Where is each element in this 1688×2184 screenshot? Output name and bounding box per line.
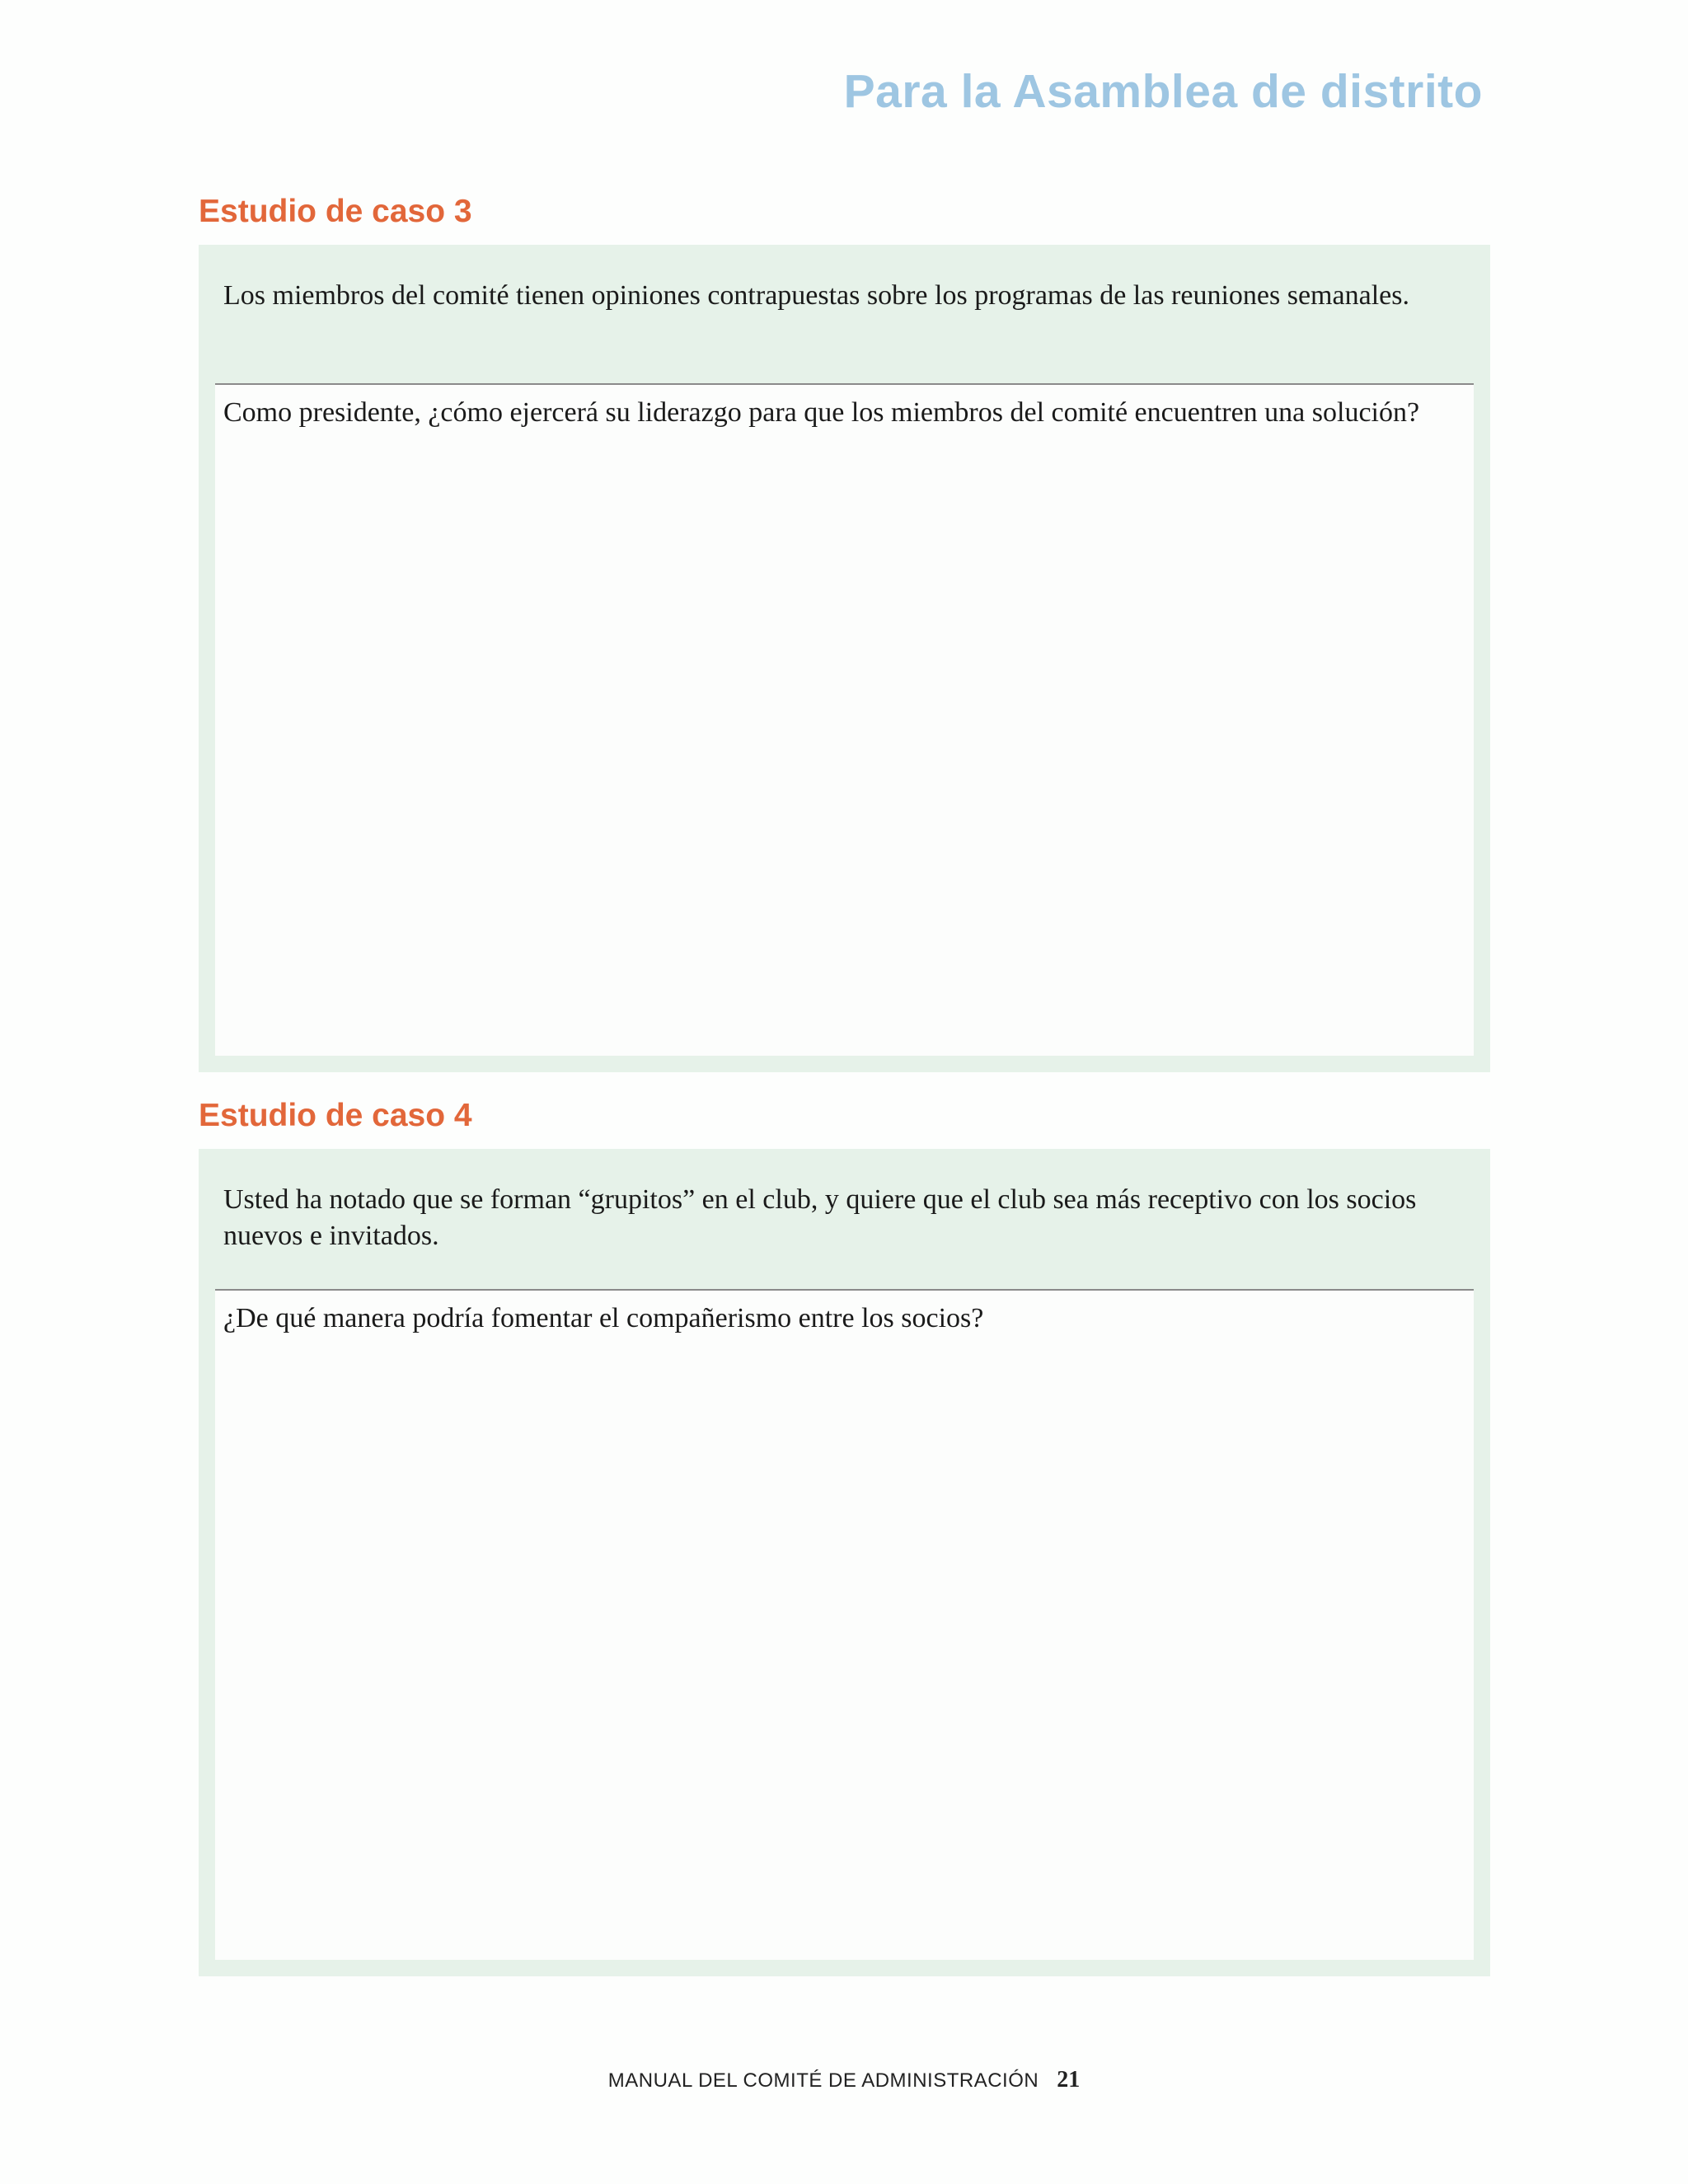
case-3-answer-area bbox=[215, 383, 1474, 1056]
footer-manual-label: MANUAL DEL COMITÉ DE ADMINISTRACIÓN bbox=[607, 2069, 1039, 2092]
case-4-question: ¿De qué manera podría fomentar el compañerismo entre los socios? bbox=[223, 1303, 984, 1333]
case-3-prompt: Los miembros del comité tienen opiniones contrapuestas sobre los programas de las reuniones semanales. bbox=[223, 280, 1409, 311]
case-4-prompt: Usted ha notado que se forman “grupitos” en el club, y quiere que el club sea más receptivo con los socios nuevos e invitados. bbox=[223, 1184, 1417, 1251]
case-4-answer-area bbox=[215, 1289, 1474, 1960]
case-3-question: Como presidente, ¿cómo ejercerá su liderazgo para que los miembros del comité encuentren una solución? bbox=[223, 397, 1420, 428]
footer-page-number: 21 bbox=[1057, 2067, 1081, 2093]
case-3-box bbox=[199, 245, 1490, 1072]
case-4-answer-field[interactable] bbox=[215, 1348, 1474, 1960]
case-3-title: Estudio de caso 3 bbox=[199, 194, 472, 229]
page-header-title: Para la Asamblea de distrito bbox=[843, 65, 1483, 118]
page-footer bbox=[0, 2067, 1688, 2093]
case-3-answer-field[interactable] bbox=[215, 476, 1474, 1056]
case-4-title: Estudio de caso 4 bbox=[199, 1098, 472, 1133]
case-4-box bbox=[199, 1149, 1490, 1976]
